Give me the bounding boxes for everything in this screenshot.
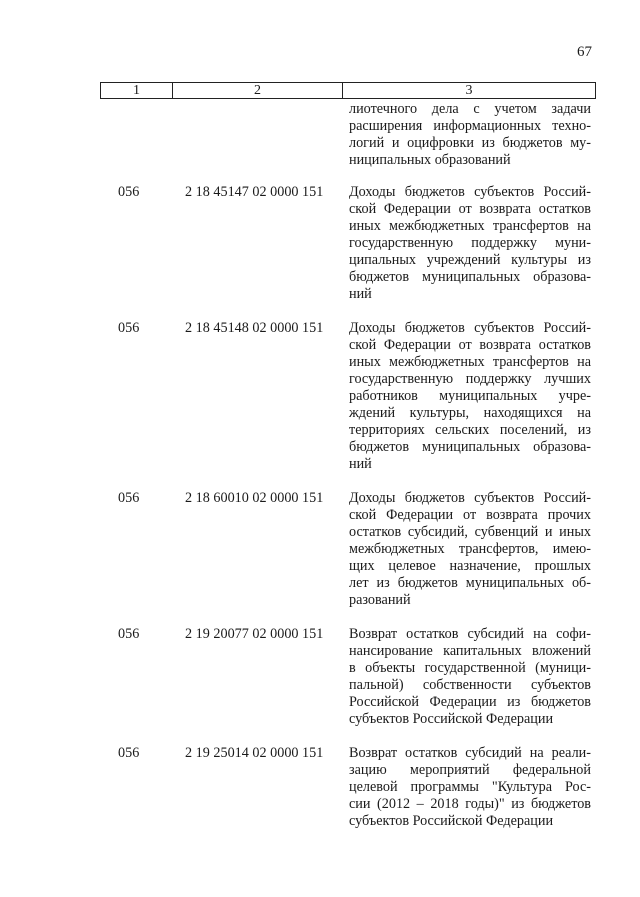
- description-line: ний: [349, 286, 372, 302]
- description-line: Возврат остатков субсидий на софи-: [349, 626, 591, 642]
- description-line: иных межбюджетных трансфертов на: [349, 218, 591, 234]
- description: [349, 101, 591, 168]
- description-line: ждений культуры, находящихся на: [349, 405, 591, 421]
- description-line: лиотечного дела с учетом задачи: [349, 101, 591, 117]
- description: [349, 490, 591, 610]
- description-line: иных межбюджетных трансфертов на: [349, 354, 591, 370]
- budget-classification-code: 2 19 20077 02 0000 151: [185, 626, 324, 642]
- description-line: сии (2012 – 2018 годы)" из бюджетов: [349, 796, 591, 812]
- description-line: ниципальных образований: [349, 152, 511, 168]
- column-header-2: 2: [173, 83, 343, 98]
- description-line: нансирование капитальных вложений: [349, 643, 591, 659]
- description-line: Доходы бюджетов субъектов Россий-: [349, 490, 591, 506]
- description-line: разований: [349, 592, 411, 608]
- description-line: в объекты государственной (муници-: [349, 660, 591, 676]
- description-line: Российской Федерации из бюджетов: [349, 694, 591, 710]
- description-line: Доходы бюджетов субъектов Россий-: [349, 184, 591, 200]
- budget-classification-code: 2 18 45147 02 0000 151: [185, 184, 324, 200]
- description-line: субъектов Российской Федерации: [349, 813, 554, 829]
- table-row: [0, 490, 640, 610]
- description-line: территориях сельских поселений, из: [349, 422, 591, 438]
- description: [349, 320, 591, 474]
- description: [349, 626, 591, 729]
- description-line: межбюджетных трансфертов, имею-: [349, 541, 591, 557]
- admin-code: 056: [118, 626, 140, 642]
- budget-classification-code: 2 19 25014 02 0000 151: [185, 745, 324, 761]
- description-line: ской Федерации от возврата прочих: [349, 507, 591, 523]
- description-line: бюджетов муниципальных образова-: [349, 269, 591, 285]
- column-header-1: 1: [101, 83, 173, 98]
- description-line: лет из бюджетов муниципальных об-: [349, 575, 591, 591]
- table-row: [0, 320, 640, 474]
- description-line: государственную поддержку лучших: [349, 371, 591, 387]
- description-line: остатков субсидий, субвенций и иных: [349, 524, 591, 540]
- table-row: [0, 100, 640, 168]
- budget-classification-code: 2 18 45148 02 0000 151: [185, 320, 324, 336]
- description-line: логий и оцифровки из бюджетов му-: [349, 135, 591, 151]
- page-number: 67: [577, 44, 592, 60]
- description-line: зацию мероприятий федеральной: [349, 762, 591, 778]
- description-line: ципальных учреждений культуры из: [349, 252, 591, 268]
- admin-code: 056: [118, 184, 140, 200]
- description-line: Возврат остатков субсидий на реали-: [349, 745, 591, 761]
- description: [349, 184, 591, 304]
- table-header: [100, 82, 596, 99]
- description-line: пальной) собственности субъектов: [349, 677, 591, 693]
- table-row: [0, 184, 640, 304]
- budget-classification-code: 2 18 60010 02 0000 151: [185, 490, 324, 506]
- table-row: [0, 626, 640, 729]
- description-line: Доходы бюджетов субъектов Россий-: [349, 320, 591, 336]
- description-line: расширения информационных техно-: [349, 118, 591, 134]
- description-line: щих целевое назначение, прошлых: [349, 558, 591, 574]
- description-line: целевой программы "Культура Рос-: [349, 779, 591, 795]
- description-line: ний: [349, 456, 372, 472]
- description-line: ской Федерации от возврата остатков: [349, 201, 591, 217]
- description-line: субъектов Российской Федерации: [349, 711, 554, 727]
- table-row: [0, 745, 640, 835]
- description: [349, 745, 591, 835]
- admin-code: 056: [118, 490, 140, 506]
- description-line: государственную поддержку муни-: [349, 235, 591, 251]
- description-line: работников муниципальных учре-: [349, 388, 591, 404]
- table-body: [0, 100, 640, 835]
- description-line: ской Федерации от возврата остатков: [349, 337, 591, 353]
- column-header-3: 3: [465, 83, 473, 98]
- admin-code: 056: [118, 320, 140, 336]
- description-line: бюджетов муниципальных образова-: [349, 439, 591, 455]
- admin-code: 056: [118, 745, 140, 761]
